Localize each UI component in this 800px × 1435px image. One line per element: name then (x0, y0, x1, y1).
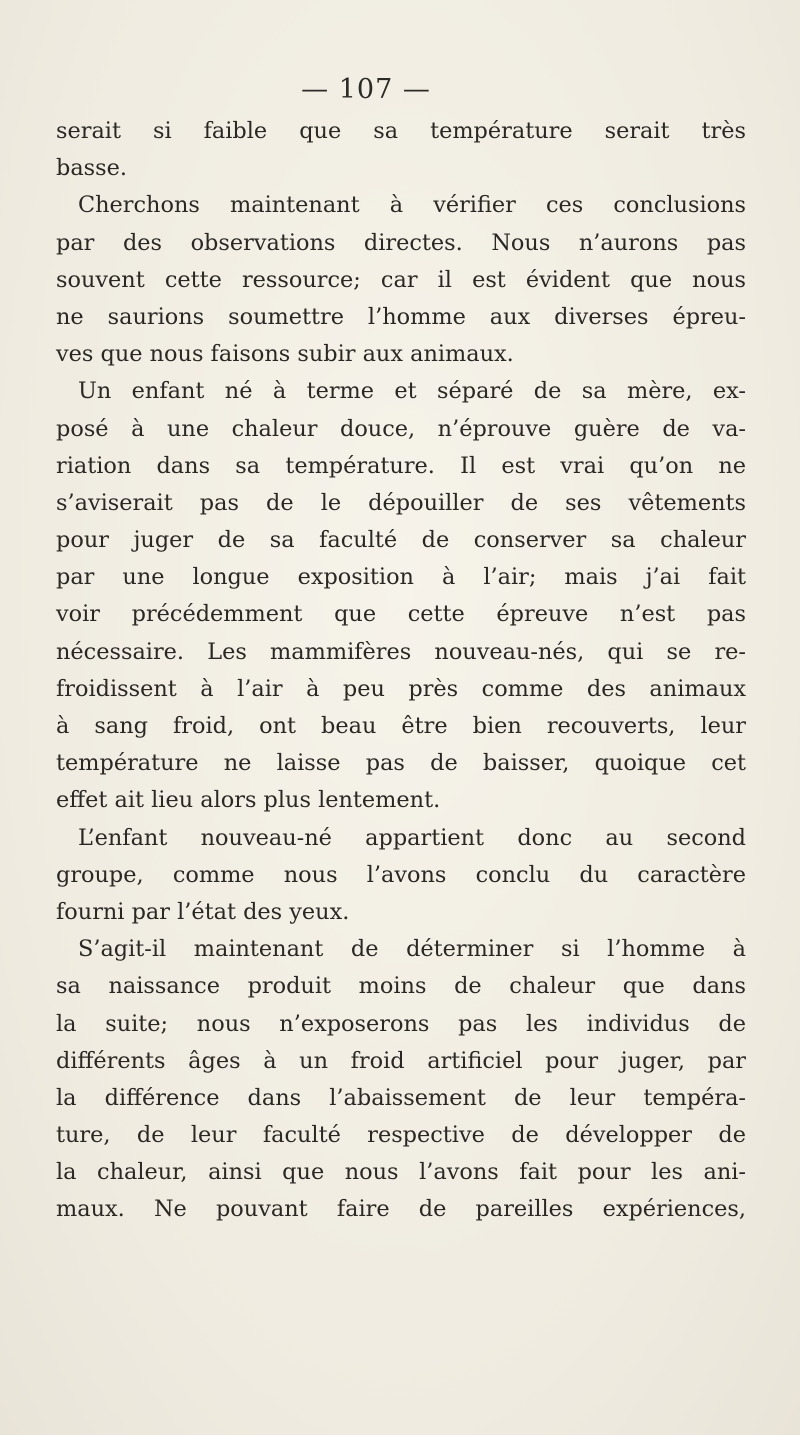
text-line: riation dans sa température. Il est vrai qu’on ne (56, 452, 746, 479)
text-line: différents âges à un froid artificiel pour juger, par (56, 1047, 746, 1074)
text-line: la suite; nous n’exposerons pas les individus de (56, 1010, 746, 1037)
text-line: s’aviserait pas de le dépouiller de ses vêtements (56, 489, 746, 516)
text-line: la différence dans l’abaissement de leur tempéra- (56, 1084, 746, 1111)
text-line: la chaleur, ainsi que nous l’avons fait pour les ani- (56, 1159, 746, 1186)
text-line: ves que nous faisons subir aux animaux. (56, 341, 514, 368)
text-line: souvent cette ressource; car il est évident que nous (56, 266, 746, 293)
text-line: température ne laisse pas de baisser, quoique cet (56, 750, 746, 777)
text-line: nécessaire. Les mammifères nouveau-nés, qui se re- (56, 638, 746, 665)
text-line: sa naissance produit moins de chaleur que dans (56, 973, 746, 1000)
text-line: Cherchons maintenant à vérifier ces conclusions (78, 192, 746, 219)
text-line: posé à une chaleur douce, n’éprouve guère de va- (56, 415, 746, 442)
text-line: serait si faible que sa température serait très (56, 118, 746, 144)
page-number: — 107 — (301, 74, 431, 105)
text-line: ture, de leur faculté respective de développer de (56, 1122, 746, 1149)
text-line: maux. Ne pouvant faire de pareilles expériences, (56, 1196, 746, 1223)
text-line: groupe, comme nous l’avons conclu du caractère (56, 861, 746, 888)
text-line: S’agit-il maintenant de déterminer si l’homme à (78, 936, 746, 963)
text-line: L’enfant nouveau-né appartient donc au second (78, 824, 746, 851)
text-line: basse. (56, 155, 128, 182)
text-line: froidissent à l’air à peu près comme des animaux (56, 675, 746, 702)
text-line: à sang froid, ont beau être bien recouverts, leur (56, 713, 746, 739)
text-line: fourni par l’état des yeux. (56, 898, 350, 925)
text-line: Un enfant né à terme et séparé de sa mère, ex- (78, 378, 746, 405)
text-line: par des observations directes. Nous n’aurons pas (56, 229, 746, 256)
text-line: effet ait lieu alors plus lentement. (56, 787, 441, 814)
text-line: par une longue exposition à l’air; mais j’ai fait (56, 564, 746, 591)
text-line: ne saurions soumettre l’homme aux diverses épreu- (56, 303, 746, 330)
text-line: voir précédemment que cette épreuve n’est pas (56, 601, 746, 628)
body-text (56, 113, 746, 1229)
text-line: pour juger de sa faculté de conserver sa chaleur (56, 527, 746, 554)
